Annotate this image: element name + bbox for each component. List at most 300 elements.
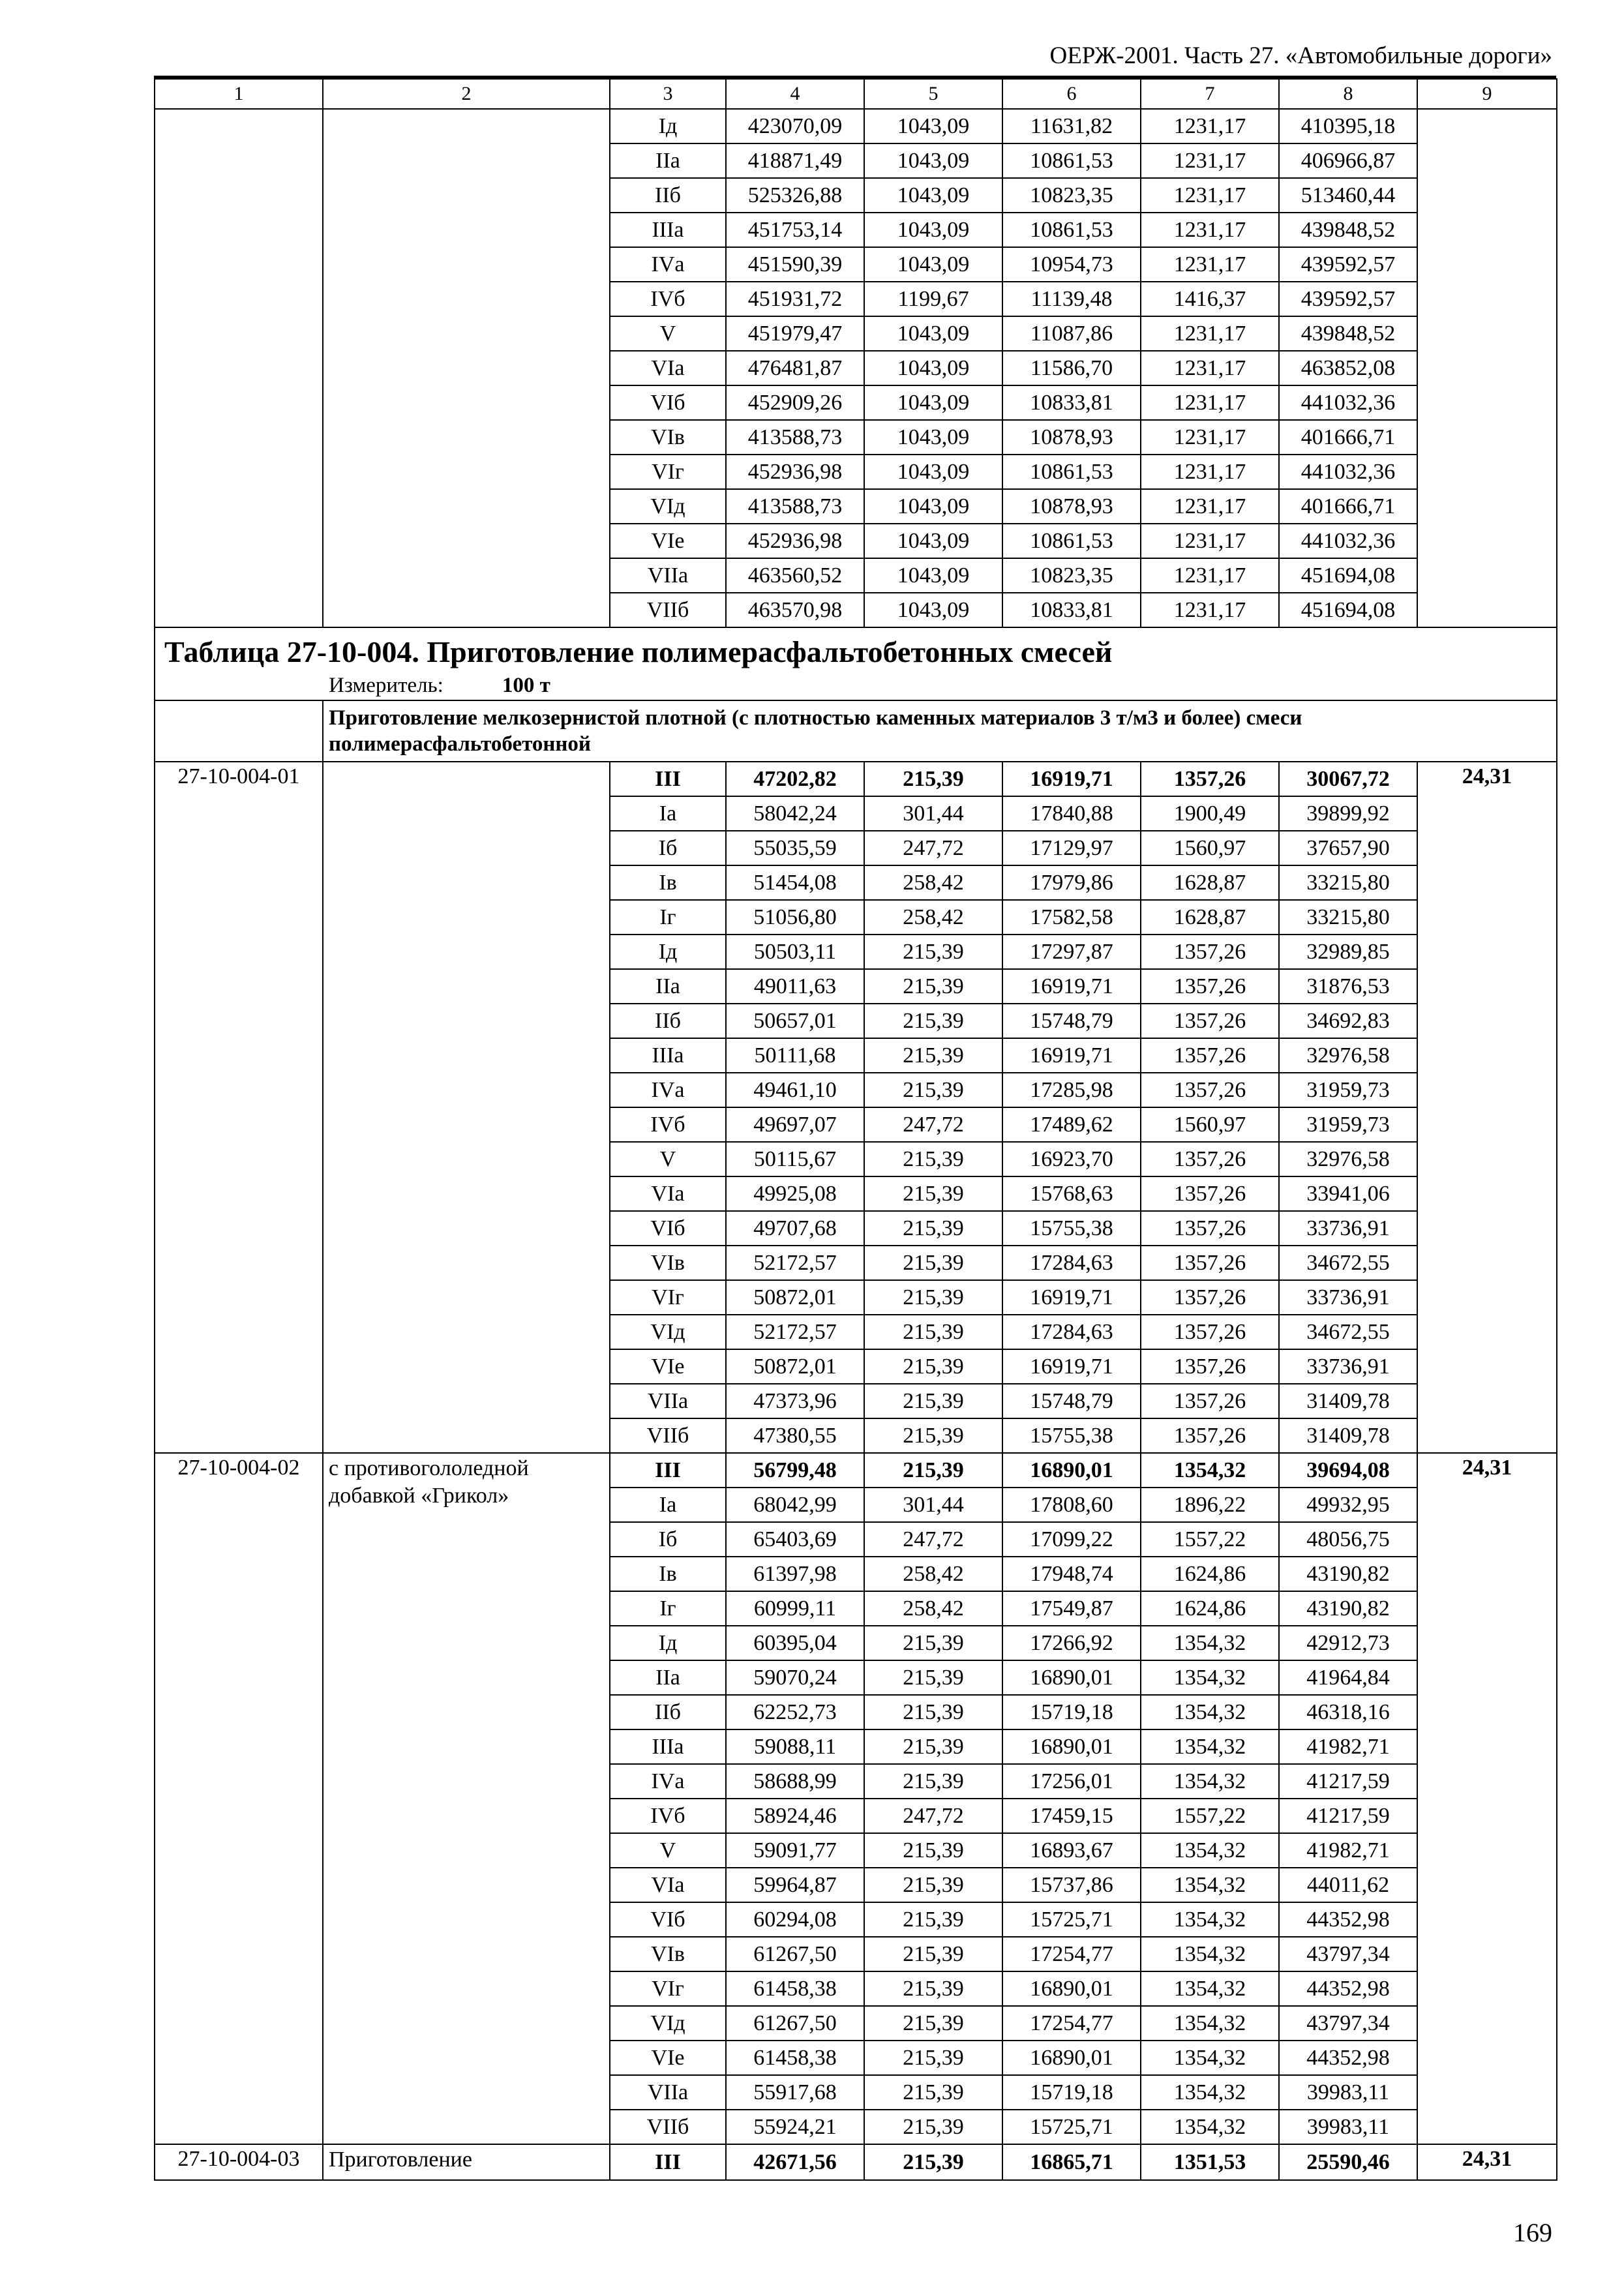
value-cell: 1557,22 [1141,1522,1279,1557]
value-cell: 61267,50 [726,2006,864,2041]
value-cell: 1354,32 [1141,1833,1279,1868]
zone-cell: IIб [610,1695,726,1729]
value-cell: 17459,15 [1002,1799,1141,1833]
value-cell: 31959,73 [1279,1107,1417,1142]
value-cell: 50111,68 [726,1038,864,1073]
value-cell: 59088,11 [726,1729,864,1764]
value-cell: 413588,73 [726,420,864,455]
value-cell: 41217,59 [1279,1764,1417,1799]
value-cell: 1354,32 [1141,1660,1279,1695]
description-cell [323,762,610,1453]
value-cell: 1357,26 [1141,1176,1279,1211]
value-cell: 401666,71 [1279,489,1417,524]
zone-cell: Iб [610,1522,726,1557]
value-cell: 10833,81 [1002,385,1141,420]
value-cell: 60294,08 [726,1902,864,1937]
value-cell: 31959,73 [1279,1073,1417,1107]
zone-cell: IVб [610,1107,726,1142]
value-cell: 1354,32 [1141,2075,1279,2110]
factor-cell: 24,31 [1417,2144,1557,2180]
value-cell: 16890,01 [1002,1971,1141,2006]
zone-cell: IIIа [610,1038,726,1073]
value-cell: 1357,26 [1141,1073,1279,1107]
value-cell: 215,39 [864,1626,1002,1660]
value-cell: 44011,62 [1279,1868,1417,1902]
value-cell: 47373,96 [726,1384,864,1418]
value-cell: 1043,09 [864,593,1002,627]
zone-cell: VIг [610,455,726,489]
value-cell: 17254,77 [1002,1937,1141,1971]
value-cell: 1043,09 [864,351,1002,385]
code-cell: 27-10-004-03 [155,2144,323,2180]
table-title-cell [155,627,1557,700]
zone-cell: Iа [610,796,726,831]
value-cell: 16923,70 [1002,1142,1141,1176]
value-cell: 1354,32 [1141,1868,1279,1902]
code-cell [155,109,323,627]
value-cell: 215,39 [864,935,1002,969]
value-cell: 215,39 [864,1695,1002,1729]
value-cell: 1231,17 [1141,247,1279,282]
value-cell: 16919,71 [1002,1280,1141,1315]
value-cell: 11087,86 [1002,316,1141,351]
value-cell: 406966,87 [1279,143,1417,178]
column-number: 8 [1279,79,1417,109]
value-cell: 58688,99 [726,1764,864,1799]
zone-cell: Iб [610,831,726,865]
value-cell: 247,72 [864,1799,1002,1833]
value-cell: 65403,69 [726,1522,864,1557]
value-cell: 1231,17 [1141,524,1279,558]
value-cell: 39983,11 [1279,2075,1417,2110]
zone-cell: Iд [610,109,726,143]
value-cell: 17129,97 [1002,831,1141,865]
column-number: 4 [726,79,864,109]
value-cell: 215,39 [864,1073,1002,1107]
value-cell: 47380,55 [726,1418,864,1453]
subheading-row [155,700,1557,762]
value-cell: 452936,98 [726,524,864,558]
value-cell: 401666,71 [1279,420,1417,455]
table-title: Таблица 27-10-004. Приготовление полимерасфальтобетонных смесей [164,635,1113,668]
value-cell: 49707,68 [726,1211,864,1246]
zone-cell: IIIа [610,1729,726,1764]
column-number: 5 [864,79,1002,109]
value-cell: 41982,71 [1279,1833,1417,1868]
value-cell: 60395,04 [726,1626,864,1660]
value-cell: 1357,26 [1141,1246,1279,1280]
value-cell: 1557,22 [1141,1799,1279,1833]
value-cell: 1560,97 [1141,831,1279,865]
value-cell: 1624,86 [1141,1557,1279,1591]
value-cell: 1900,49 [1141,796,1279,831]
value-cell: 17256,01 [1002,1764,1141,1799]
meter-value: 100 т [502,674,550,697]
value-cell: 32989,85 [1279,935,1417,969]
value-cell: 247,72 [864,831,1002,865]
zone-cell: Iв [610,1557,726,1591]
zone-cell: Iв [610,865,726,900]
value-cell: 42671,56 [726,2144,864,2180]
zone-cell: IIа [610,1660,726,1695]
value-cell: 16919,71 [1002,762,1141,796]
value-cell: 423070,09 [726,109,864,143]
value-cell: 46318,16 [1279,1695,1417,1729]
column-number: 1 [155,79,323,109]
value-cell: 1351,53 [1141,2144,1279,2180]
value-cell: 47202,82 [726,762,864,796]
value-cell: 410395,18 [1279,109,1417,143]
value-cell: 11631,82 [1002,109,1141,143]
zone-cell: VIа [610,1868,726,1902]
value-cell: 25590,46 [1279,2144,1417,2180]
zone-cell: Iа [610,1488,726,1522]
zone-cell: Iг [610,900,726,935]
value-cell: 34692,83 [1279,1004,1417,1038]
value-cell: 1354,32 [1141,1729,1279,1764]
value-cell: 215,39 [864,1729,1002,1764]
zone-cell: VIе [610,524,726,558]
value-cell: 17948,74 [1002,1557,1141,1591]
value-cell: 1043,09 [864,213,1002,247]
value-cell: 50115,67 [726,1142,864,1176]
value-cell: 1231,17 [1141,455,1279,489]
value-cell: 39899,92 [1279,796,1417,831]
value-cell: 33941,06 [1279,1176,1417,1211]
value-cell: 451979,47 [726,316,864,351]
value-cell: 11139,48 [1002,282,1141,316]
value-cell: 452909,26 [726,385,864,420]
value-cell: 1354,32 [1141,1937,1279,1971]
value-cell: 215,39 [864,1833,1002,1868]
zone-cell: VIв [610,420,726,455]
zone-cell: Iг [610,1591,726,1626]
value-cell: 59091,77 [726,1833,864,1868]
zone-cell: IIа [610,143,726,178]
value-cell: 52172,57 [726,1315,864,1349]
zone-cell: IIIа [610,213,726,247]
value-cell: 463560,52 [726,558,864,593]
description-cell: с противогололедной добавкой «Грикол» [323,1453,610,2144]
value-cell: 1354,32 [1141,2110,1279,2144]
value-cell: 59070,24 [726,1660,864,1695]
value-cell: 16890,01 [1002,2041,1141,2075]
value-cell: 1628,87 [1141,865,1279,900]
value-cell: 15768,63 [1002,1176,1141,1211]
value-cell: 41217,59 [1279,1799,1417,1833]
value-cell: 17840,88 [1002,796,1141,831]
zone-cell: VIб [610,1902,726,1937]
value-cell: 215,39 [864,1937,1002,1971]
value-cell: 16919,71 [1002,969,1141,1004]
value-cell: 49011,63 [726,969,864,1004]
value-cell: 441032,36 [1279,524,1417,558]
value-cell: 15755,38 [1002,1211,1141,1246]
zone-cell: VIе [610,2041,726,2075]
value-cell: 17284,63 [1002,1246,1141,1280]
meter-label: Измеритель: [329,674,444,697]
value-cell: 1199,67 [864,282,1002,316]
zone-cell: VIб [610,1211,726,1246]
value-cell: 451931,72 [726,282,864,316]
value-cell: 215,39 [864,1971,1002,2006]
value-cell: 215,39 [864,1764,1002,1799]
value-cell: 37657,90 [1279,831,1417,865]
value-cell: 1357,26 [1141,762,1279,796]
value-cell: 247,72 [864,1522,1002,1557]
value-cell: 441032,36 [1279,455,1417,489]
value-cell: 49697,07 [726,1107,864,1142]
zone-cell: VIIа [610,558,726,593]
value-cell: 451694,08 [1279,558,1417,593]
value-cell: 258,42 [864,1557,1002,1591]
page-number: 169 [1513,2218,1552,2247]
value-cell: 215,39 [864,1038,1002,1073]
zone-cell: VIд [610,1315,726,1349]
value-cell: 1231,17 [1141,143,1279,178]
value-cell: 17808,60 [1002,1488,1141,1522]
value-cell: 215,39 [864,1211,1002,1246]
value-cell: 1043,09 [864,247,1002,282]
value-cell: 50872,01 [726,1280,864,1315]
value-cell: 43797,34 [1279,1937,1417,1971]
value-cell: 1357,26 [1141,1280,1279,1315]
zone-cell: III [610,762,726,796]
value-cell: 215,39 [864,1176,1002,1211]
value-cell: 452936,98 [726,455,864,489]
value-cell: 61458,38 [726,1971,864,2006]
value-cell: 1357,26 [1141,1211,1279,1246]
zone-cell: VIв [610,1937,726,1971]
value-cell: 215,39 [864,762,1002,796]
value-cell: 44352,98 [1279,1971,1417,2006]
value-cell: 525326,88 [726,178,864,213]
zone-cell: IIб [610,1004,726,1038]
zone-cell: V [610,1833,726,1868]
zone-cell: VIIа [610,1384,726,1418]
value-cell: 258,42 [864,900,1002,935]
zone-cell: IVб [610,282,726,316]
value-cell: 43797,34 [1279,2006,1417,2041]
value-cell: 41964,84 [1279,1660,1417,1695]
value-cell: 1043,09 [864,558,1002,593]
zone-cell: IIа [610,969,726,1004]
value-cell: 51056,80 [726,900,864,935]
value-cell: 1231,17 [1141,489,1279,524]
zone-cell: VIб [610,385,726,420]
subheading: Приготовление мелкозернистой плотной (с плотностью каменных материалов 3 т/м3 и более) смеси полимерасфальтобетонной [323,700,1557,762]
value-cell: 15719,18 [1002,1695,1141,1729]
value-cell: 439592,57 [1279,247,1417,282]
value-cell: 1357,26 [1141,1349,1279,1384]
value-cell: 31876,53 [1279,969,1417,1004]
value-cell: 10878,93 [1002,489,1141,524]
value-cell: 1357,26 [1141,1418,1279,1453]
table-row [155,109,1557,143]
value-cell: 59964,87 [726,1868,864,1902]
value-cell: 513460,44 [1279,178,1417,213]
value-cell: 1624,86 [1141,1591,1279,1626]
value-cell: 451590,39 [726,247,864,282]
value-cell: 56799,48 [726,1453,864,1488]
value-cell: 1231,17 [1141,316,1279,351]
value-cell: 33736,91 [1279,1211,1417,1246]
value-cell: 215,39 [864,1902,1002,1937]
zone-cell: VIа [610,351,726,385]
column-number: 6 [1002,79,1141,109]
value-cell: 1043,09 [864,143,1002,178]
value-cell: 33736,91 [1279,1280,1417,1315]
value-cell: 17549,87 [1002,1591,1141,1626]
value-cell: 215,39 [864,1349,1002,1384]
zone-cell: VIг [610,1280,726,1315]
value-cell: 215,39 [864,1315,1002,1349]
value-cell: 32976,58 [1279,1142,1417,1176]
zone-cell: Iд [610,935,726,969]
value-cell: 62252,73 [726,1695,864,1729]
value-cell: 1231,17 [1141,178,1279,213]
value-cell: 1357,26 [1141,1384,1279,1418]
value-cell: 10954,73 [1002,247,1141,282]
value-cell: 16893,67 [1002,1833,1141,1868]
value-cell: 247,72 [864,1107,1002,1142]
value-cell: 1357,26 [1141,1038,1279,1073]
value-cell: 34672,55 [1279,1315,1417,1349]
value-cell: 16890,01 [1002,1729,1141,1764]
value-cell: 33215,80 [1279,900,1417,935]
value-cell: 418871,49 [726,143,864,178]
value-cell: 463570,98 [726,593,864,627]
value-cell: 215,39 [864,1418,1002,1453]
value-cell: 30067,72 [1279,762,1417,796]
zone-cell: VIа [610,1176,726,1211]
value-cell: 1357,26 [1141,1315,1279,1349]
value-cell: 1357,26 [1141,935,1279,969]
value-cell: 61458,38 [726,2041,864,2075]
value-cell: 44352,98 [1279,2041,1417,2075]
value-cell: 17979,86 [1002,865,1141,900]
value-cell: 50657,01 [726,1004,864,1038]
value-cell: 1896,22 [1141,1488,1279,1522]
value-cell: 10861,53 [1002,213,1141,247]
value-cell: 39983,11 [1279,2110,1417,2144]
value-cell: 49932,95 [1279,1488,1417,1522]
value-cell: 55035,59 [726,831,864,865]
zone-cell: VIIб [610,1418,726,1453]
value-cell: 48056,75 [1279,1522,1417,1557]
value-cell: 1628,87 [1141,900,1279,935]
value-cell: 1231,17 [1141,385,1279,420]
value-cell: 1043,09 [864,109,1002,143]
value-cell: 16890,01 [1002,1453,1141,1488]
value-cell: 441032,36 [1279,385,1417,420]
value-cell: 31409,78 [1279,1418,1417,1453]
value-cell: 301,44 [864,1488,1002,1522]
zone-cell: III [610,2144,726,2180]
zone-cell: VIв [610,1246,726,1280]
value-cell: 10861,53 [1002,524,1141,558]
value-cell: 1416,37 [1141,282,1279,316]
value-cell: 1354,32 [1141,1764,1279,1799]
zone-cell: V [610,316,726,351]
zone-cell: IVа [610,247,726,282]
zone-cell: Iд [610,1626,726,1660]
value-cell: 215,39 [864,1004,1002,1038]
description-cell [323,109,610,627]
value-cell: 42912,73 [1279,1626,1417,1660]
value-cell: 15737,86 [1002,1868,1141,1902]
value-cell: 215,39 [864,2006,1002,2041]
value-cell: 50503,11 [726,935,864,969]
value-cell: 1357,26 [1141,1142,1279,1176]
code-cell: 27-10-004-02 [155,1453,323,2144]
zone-cell: VIд [610,489,726,524]
value-cell: 1231,17 [1141,351,1279,385]
value-cell: 1043,09 [864,420,1002,455]
value-cell: 463852,08 [1279,351,1417,385]
value-cell: 1357,26 [1141,1004,1279,1038]
value-cell: 17489,62 [1002,1107,1141,1142]
value-cell: 44352,98 [1279,1902,1417,1937]
table-title-row [155,627,1557,700]
zone-cell: V [610,1142,726,1176]
zone-cell: III [610,1453,726,1488]
value-cell: 215,39 [864,1246,1002,1280]
value-cell: 43190,82 [1279,1591,1417,1626]
value-cell: 15748,79 [1002,1384,1141,1418]
value-cell: 55917,68 [726,2075,864,2110]
value-cell: 215,39 [864,2075,1002,2110]
value-cell: 439592,57 [1279,282,1417,316]
description-cell: Приготовление [323,2144,610,2180]
column-number: 3 [610,79,726,109]
value-cell: 1560,97 [1141,1107,1279,1142]
value-cell: 1354,32 [1141,2006,1279,2041]
code-cell: 27-10-004-01 [155,762,323,1453]
value-cell: 16919,71 [1002,1349,1141,1384]
value-cell: 11586,70 [1002,351,1141,385]
value-cell: 43190,82 [1279,1557,1417,1591]
value-cell: 39694,08 [1279,1453,1417,1488]
value-cell: 258,42 [864,865,1002,900]
value-cell: 301,44 [864,796,1002,831]
value-cell: 17285,98 [1002,1073,1141,1107]
value-cell: 215,39 [864,1660,1002,1695]
value-cell: 15748,79 [1002,1004,1141,1038]
value-cell: 1354,32 [1141,1971,1279,2006]
value-cell: 10878,93 [1002,420,1141,455]
table-row [155,762,1557,796]
value-cell: 17582,58 [1002,900,1141,935]
value-cell: 1231,17 [1141,420,1279,455]
zone-cell: VIе [610,1349,726,1384]
zone-cell: IIб [610,178,726,213]
value-cell: 10861,53 [1002,455,1141,489]
value-cell: 17099,22 [1002,1522,1141,1557]
value-cell: 17254,77 [1002,2006,1141,2041]
value-cell: 258,42 [864,1591,1002,1626]
meter-line [164,671,1547,700]
value-cell: 10823,35 [1002,178,1141,213]
value-cell: 49925,08 [726,1176,864,1211]
value-cell: 439848,52 [1279,316,1417,351]
value-cell: 17297,87 [1002,935,1141,969]
value-cell: 215,39 [864,2144,1002,2180]
value-cell: 215,39 [864,1453,1002,1488]
column-number: 7 [1141,79,1279,109]
value-cell: 50872,01 [726,1349,864,1384]
value-cell: 1043,09 [864,489,1002,524]
